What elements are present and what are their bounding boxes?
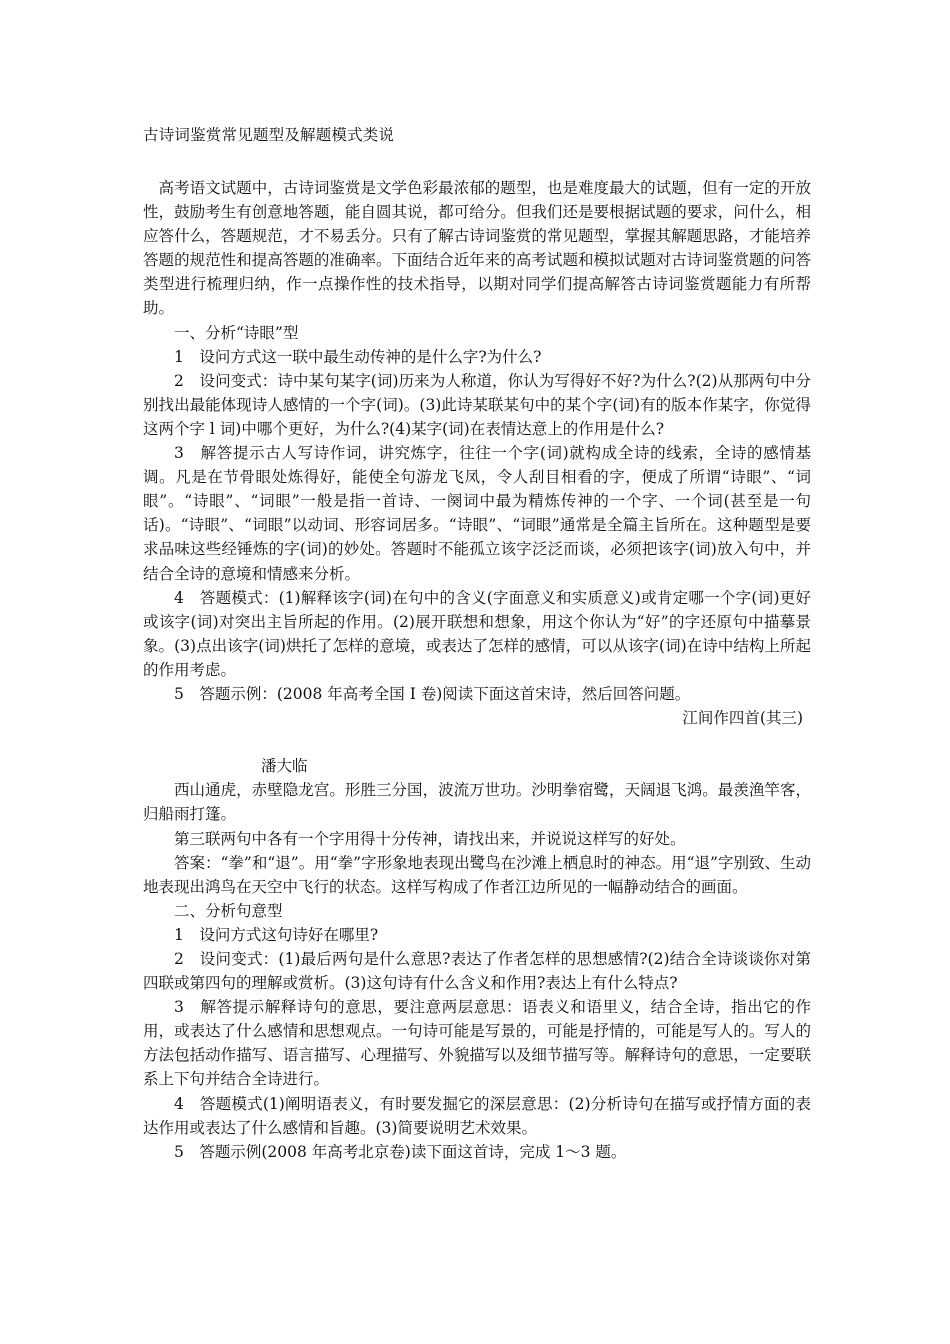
poem-author: 潘大临 — [261, 757, 308, 776]
section-2-answer-pattern: 4 答题模式(1)阐明语表义，有时要发掘它的深层意思：(2)分析诗句在描写或抒情方面的表达作用或表达了什么感情和旨趣。(3)简要说明艺术效果。 — [143, 1094, 811, 1137]
spacer — [143, 730, 811, 754]
section-1-example-answer: 答案：“拳”和“退”。用“拳”字形象地表现出鹭鸟在沙滩上栖息时的神态。用“退”字别致、生动地表现出鸿鸟在天空中飞行的状态。这样写构成了作者江边所见的一幅静动结合的画面。 — [143, 853, 811, 896]
document-body — [143, 176, 811, 1164]
section-1-question-variants: 2 设问变式：诗中某句某字(词)历来为人称道，你认为写得好不好?为什么?(2)从那两句中分别找出最能体现诗人感情的一个字(词)。(3)此诗某联某句中的某个字(词)有的版本作某字，你觉得这两个字 l 词)中哪个更好，为什么?(4)某字(词)在表情达意上的作用是什么? — [143, 371, 811, 438]
section-2-example: 5 答题示例(2008 年高考北京卷)读下面这首诗，完成 1～3 题。 — [174, 1142, 627, 1161]
document-title: 古诗词鉴赏常见题型及解题模式类说 — [143, 126, 395, 144]
section-2-question-format: 1 设问方式这句诗好在哪里? — [174, 925, 379, 944]
poem-title: 江间作四首(其三) — [682, 709, 803, 728]
poem-text: 西山通虎，赤壁隐龙宫。形胜三分国，波流万世功。沙明拳宿鹭，天阔退飞鸿。最羡渔竿客，归船雨打篷。 — [143, 781, 811, 824]
section-2-hints: 3 解答提示解释诗句的意思，要注意两层意思：语表义和语里义，结合全诗，指出它的作用，或表达了什么感情和思想观点。一句诗可能是写景的，可能是抒情的，可能是写人的。写人的方法包括动作描写、语言描写、心理描写、外貌描写以及细节描写等。解释诗句的意思，一定要联系上下句并结合全诗进行。 — [143, 998, 811, 1089]
section-2-question-variants: 2 设问变式：(1)最后两句是什么意思?表达了作者怎样的思想感情?(2)结合全诗谈谈你对第四联或第四句的理解或赏析。(3)这句诗有什么含义和作用?表达上有什么特点? — [143, 950, 811, 993]
section-1-heading: 一、分析“诗眼”型 — [174, 323, 299, 342]
section-1-answer-pattern: 4 答题模式：(1)解释该字(词)在句中的含义(字面意义和实质意义)或肯定哪一个字(词)更好或该字(词)对突出主旨所起的作用。(2)展开联想和想象，用这个你认为“好”的字还原句中描摹景象。(3)点出该字(词)烘托了怎样的意境，或表达了怎样的感情，可以从该字(词)在诗中结构上所起的作用考虑。 — [143, 588, 811, 679]
section-1-example: 5 答题示例：(2008 年高考全国 I 卷)阅读下面这首宋诗，然后回答问题。 — [174, 684, 691, 703]
section-1-example-question: 第三联两句中各有一个字用得十分传神，请找出来，并说说这样写的好处。 — [174, 829, 686, 848]
section-1-hints: 3 解答提示古人写诗作词，讲究炼字，往往一个字(词)就构成全诗的线索，全诗的感情基调。凡是在节骨眼处炼得好，能使全句游龙飞凤，令人刮目相看的字，便成了所谓“诗眼”、“词眼”。“诗眼”、“词眼”一般是指一首诗、一阕词中最为精炼传神的一个字、一个词(甚至是一句话)。“诗眼”、“词眼”以动词、形容词居多。“诗眼”、“词眼”通常是全篇主旨所在。这种题型是要求品味这些经锤炼的字(词)的妙处。答题时不能孤立该字泛泛而谈，必须把该字(词)放入句中，并结合全诗的意境和情感来分析。 — [143, 444, 811, 583]
section-1-question-format: 1 设问方式这一联中最生动传神的是什么字?为什么? — [174, 347, 542, 366]
intro-paragraph: 高考语文试题中，古诗词鉴赏是文学色彩最浓郁的题型，也是难度最大的试题，但有一定的开放性，鼓励考生有创意地答题，能自圆其说，都可给分。但我们还是要根据试题的要求，问什么，相应答什么，答题规范，才不易丢分。只有了解古诗词鉴赏的常见题型，掌握其解题思路，才能培养答题的规范性和提高答题的准确率。下面结合近年来的高考试题和模拟试题对古诗词鉴赏题的问答类型进行梳理归纳，作一点操作性的技术指导，以期对同学们提高解答古诗词鉴赏题能力有所帮助。 — [143, 179, 811, 318]
section-2-heading: 二、分析句意型 — [174, 901, 283, 920]
